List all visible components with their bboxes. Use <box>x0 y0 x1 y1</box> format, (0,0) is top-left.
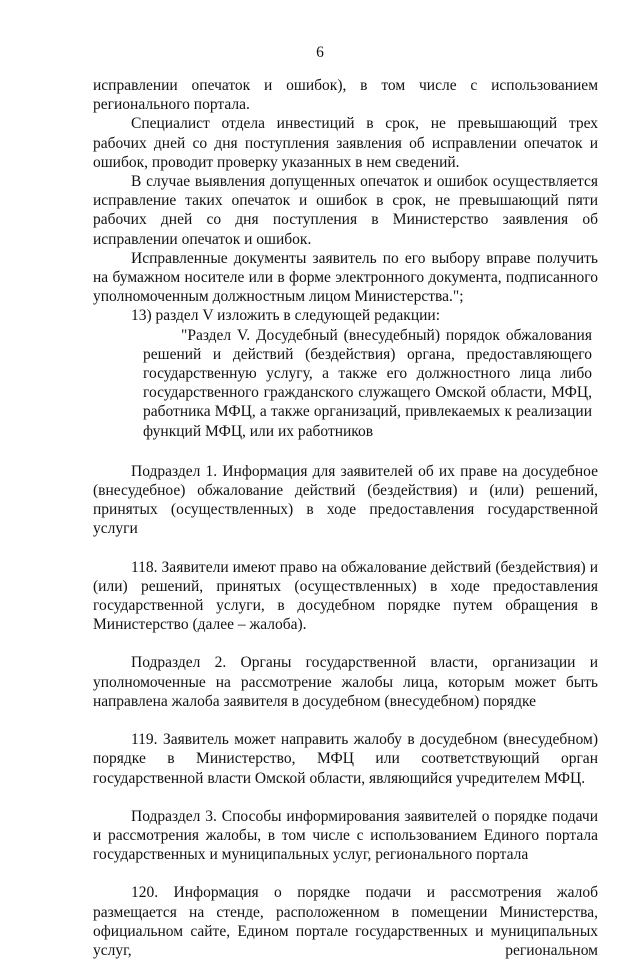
paragraph-error-correction: В случае выявления допущенных опечаток и ошибок осуществляется исправление таких опечаток и ошибок в срок, не превышающий пяти рабочих дней со дня поступления в Министерство заявления об исправлении опечаток и ошибок. <box>93 173 598 248</box>
section-v-title: "Раздел V. Досудебный (внесудебный) порядок обжалования решений и действий (бездействия) органа, предоставляющего государственную услугу, а также его должностного лица либо государственного гражданского служащего Омской области, МФЦ, работника МФЦ, а также организаций, привлекаемых к реализации функций МФЦ, или их работников <box>143 326 592 440</box>
subsection-1-title: Подраздел 1. Информация для заявителей об их праве на досудебное (внесудебное) обжалование действий (бездействия) и (или) решений, принятых (осуществленных) в ходе предоставления государственной услуги <box>93 462 598 538</box>
paragraph-specialist-check: Специалист отдела инвестиций в срок, не превышающий трех рабочих дней со дня поступления заявления об исправлении опечаток и ошибок, проводит проверку указанных в нем сведений. <box>93 115 598 171</box>
page-content <box>93 76 598 960</box>
subsection-3-title: Подраздел 3. Способы информирования заявителей о порядке подачи и рассмотрения жалобы, в том числе с использованием Единого портала государственных и муниципальных услуг, регионального портала <box>93 807 598 864</box>
page-number: 6 <box>316 44 324 61</box>
paragraph-amendment-item: 13) раздел V изложить в следующей редакции: <box>131 307 441 325</box>
subsection-2-paragraph-119: 119. Заявитель может направить жалобу в досудебном (внесудебном) порядке в Министерство, МФЦ или соответствующий орган государственной власти Омской области, являющийся учредителем МФЦ. <box>93 731 598 787</box>
spacer <box>93 539 598 558</box>
spacer <box>93 788 598 807</box>
spacer <box>93 711 598 730</box>
spacer <box>93 441 598 462</box>
paragraph-continuation: исправлении опечаток и ошибок), в том числе с использованием регионального портала. <box>93 77 598 114</box>
spacer <box>93 864 598 883</box>
subsection-3-paragraph-120: 120. Информация о порядке подачи и рассмотрения жалоб размещается на стенде, расположенном в помещении Министерства, официальном сайте, Едином портале государственных и муниципальных услуг, региональном <box>93 884 598 959</box>
subsection-2-title: Подраздел 2. Органы государственной власти, организации и уполномоченные на рассмотрение жалобы лица, которым может быть направлена жалоба заявителя в досудебном (внесудебном) порядке <box>93 654 598 710</box>
subsection-1-paragraph-118: 118. Заявители имеют право на обжалование действий (бездействия) и (или) решений, принятых (осуществленных) в ходе предоставления государственной услуги, в досудебном порядке путем обращения в Министерство (далее – жалоба). <box>93 558 598 634</box>
paragraph-corrected-documents: Исправленные документы заявитель по его выбору вправе получить на бумажном носителе или в форме электронного документа, подписанного уполномоченным должностным лицом Министерства."; <box>93 249 598 306</box>
spacer <box>93 634 598 653</box>
